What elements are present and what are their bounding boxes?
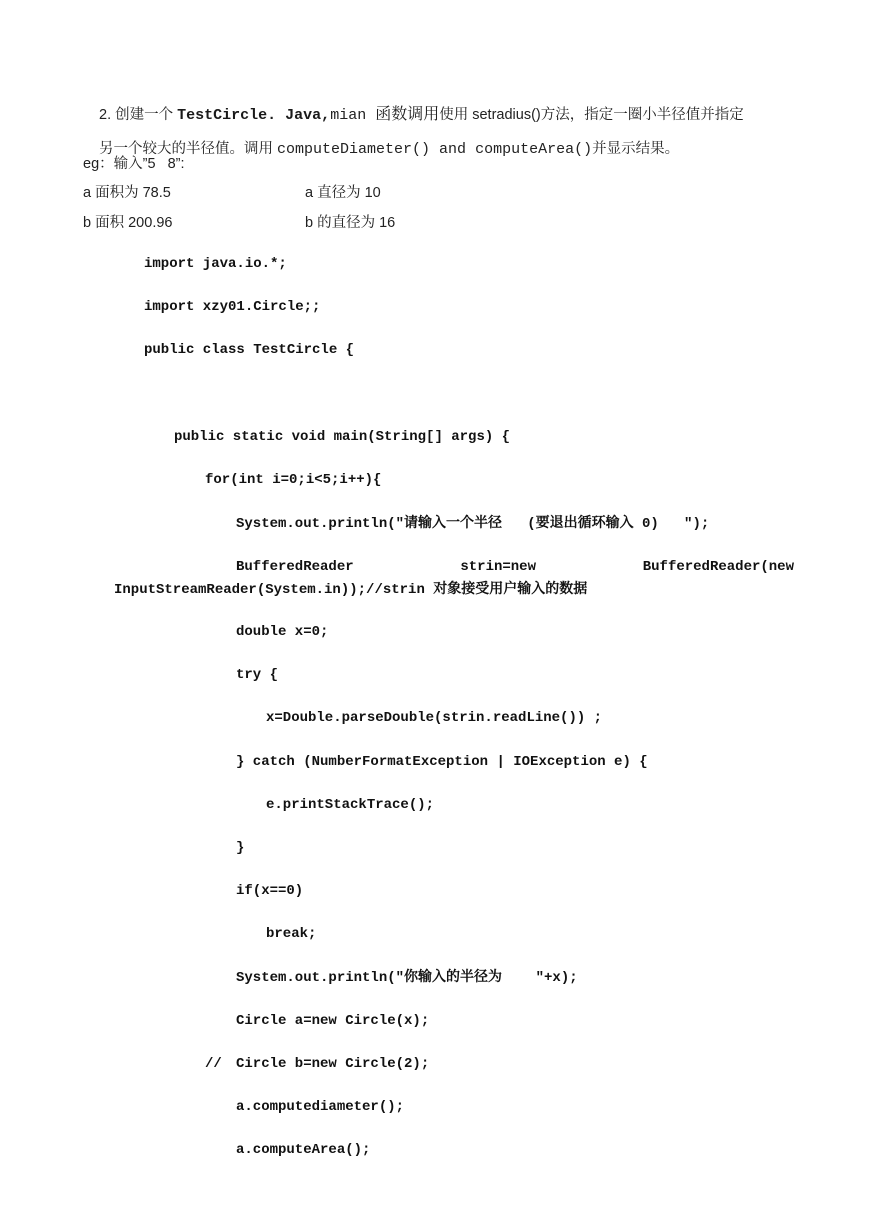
task-class-name: TestCircle. Java, xyxy=(177,107,331,124)
code-line-compute-area: a.computeArea(); xyxy=(236,1142,371,1158)
code-line-class-decl: public class TestCircle { xyxy=(144,342,355,358)
code-line-comment-marker: // xyxy=(205,1056,222,1072)
code-line-close-brace: } xyxy=(236,840,245,856)
code-line-try: try { xyxy=(236,667,279,683)
task-function-call-word: 函数调用 xyxy=(375,106,440,123)
code-line-println-radius: System.out.println("你输入的半径为 "+x); xyxy=(236,970,578,986)
code-line-for-loop: for(int i=0;i<5;i++){ xyxy=(205,472,382,488)
code-token-bufferedreader-ctor: BufferedReader(new xyxy=(642,559,794,575)
result-row-a-left: a 面积为 78.5 xyxy=(83,185,171,201)
code-token-strin-new: strin=new xyxy=(460,559,536,575)
task-mian-word: mian xyxy=(330,107,376,124)
code-line-import-io: import java.io.*; xyxy=(144,256,287,272)
code-line-circle-b: Circle b=new Circle(2); xyxy=(236,1056,430,1072)
example-label: eg：输入”5 8”: xyxy=(83,156,185,172)
code-line-parse-double: x=Double.parseDouble(strin.readLine()) ; xyxy=(266,710,603,726)
code-line-main-decl: public static void main(String[] args) { xyxy=(174,429,511,445)
result-row-a-right: a 直径为 10 xyxy=(305,185,381,201)
code-line-print-stack: e.printStackTrace(); xyxy=(266,797,435,813)
code-line-import-circle: import xzy01.Circle;; xyxy=(144,299,321,315)
code-line-catch: } catch (NumberFormatException | IOException e) { xyxy=(236,754,648,770)
code-line-double-x: double x=0; xyxy=(236,624,329,640)
task-number-prefix: 2. 创建一个 xyxy=(99,107,178,123)
result-row-b-right: b 的直径为 16 xyxy=(305,215,396,231)
code-line-inputstreamreader: InputStreamReader(System.in));//strin 对象接受用户输入的数据 xyxy=(114,582,588,598)
task-line-1-rest: 使用 setradius()方法，指定一圈小半径值并指定 xyxy=(439,107,744,123)
code-line-bufferedreader xyxy=(236,559,794,575)
code-line-println-prompt: System.out.println("请输入一个半径 (要退出循环输入 0) "); xyxy=(236,516,710,532)
task-line-2-start: 另一个较大的半径值。调用 xyxy=(99,141,278,157)
task-method-names: computeDiameter() and computeArea() xyxy=(277,141,593,158)
code-line-compute-diameter: a.computediameter(); xyxy=(236,1099,405,1115)
result-row-b-left: b 面积 200.96 xyxy=(83,215,173,231)
code-line-circle-a: Circle a=new Circle(x); xyxy=(236,1013,430,1029)
code-token-bufferedreader-type: BufferedReader xyxy=(236,559,354,575)
code-line-if-zero: if(x==0) xyxy=(236,883,304,899)
task-line-2-end: 并显示结果。 xyxy=(592,141,680,157)
code-line-break: break; xyxy=(266,926,317,942)
